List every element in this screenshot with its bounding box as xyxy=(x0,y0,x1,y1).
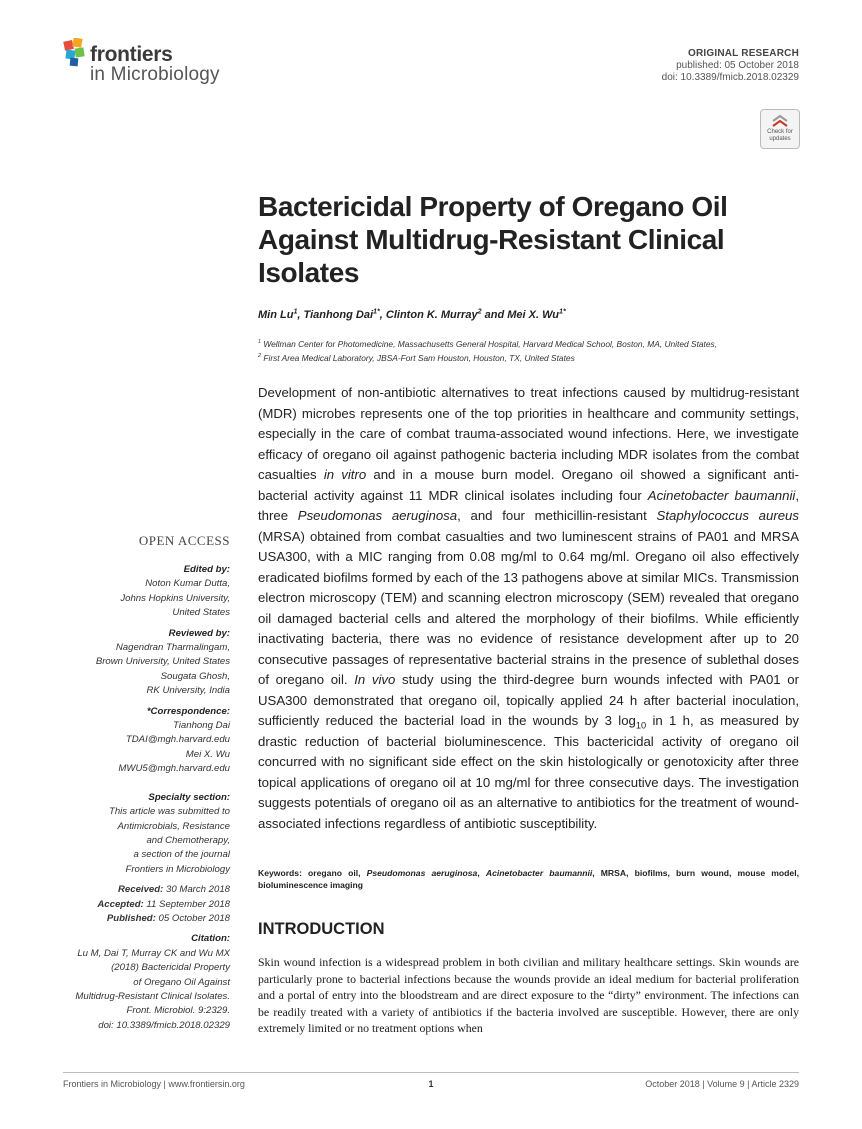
article-doi[interactable]: doi: 10.3389/fmicb.2018.02329 xyxy=(661,72,799,83)
email-link[interactable]: TDAI@mgh.harvard.edu xyxy=(125,734,230,746)
author-name[interactable]: Min Lu xyxy=(258,309,294,321)
introduction-text: Skin wound infection is a widespread problem in both civilian and military healthcare settings. Skin wounds are particularly prone to bacterial infections because the wounds provide an ideal medium for bacterial proliferation and a portal of entry into the bloodstream and are direct exposure to the “dirty” environment. The infections can be readily treated with a variety of antibiotics if the bacteria involved are susceptible. However, there are only extremely limited or no treatment options when xyxy=(258,955,799,1036)
author-name[interactable]: Tianhong Dai xyxy=(303,309,374,321)
article-info-sidebar: Edited by: Noton Kumar Dutta, Johns Hopkins University, United States Reviewed by: Nagendran Tharmalingam, Brown University, United States Sougata Ghosh, RK University, India *Correspondence: Tianhong Dai TDAI@mgh.harvard.edu Mei X. Wu MWU5@mgh.harvard.edu Specialty section: This article was submitted to Antimicrobials, Resistance and Chemotherapy, a section of the journal Frontiers in Microbiology Received: 30 March 2018 Accepted: 11 September 2018 Published: 05 October 2018 Citation: Lu M, Dai T, Murray CK and Wu MX (2018) Bactericidal Property of Oregano Oil Against Multidrug-Resistant Clinical Isolates. Front. Microbiol. 9:2329. doi: 10.3389/fmicb.2018.02329 xyxy=(40,563,230,1033)
published-date: published: 05 October 2018 xyxy=(676,60,799,71)
author-name[interactable]: Mei X. Wu xyxy=(507,309,559,321)
received-date: Received: 30 March 2018 xyxy=(118,884,230,896)
article-type: ORIGINAL RESEARCH xyxy=(687,48,799,59)
correspondence-heading: *Correspondence: xyxy=(146,705,230,717)
article-meta xyxy=(662,48,799,84)
footer-volume: October 2018 | Volume 9 | Article 2329 xyxy=(645,1079,799,1089)
introduction-heading: INTRODUCTION xyxy=(258,920,385,938)
page-number: 1 xyxy=(428,1079,434,1089)
check-for-updates-button[interactable] xyxy=(760,109,800,149)
published-date-sidebar: Published: 05 October 2018 xyxy=(106,912,230,924)
logo-brand-text: frontiers xyxy=(90,43,173,66)
email-link[interactable]: MWU5@mgh.harvard.edu xyxy=(118,763,230,775)
abstract: Development of non-antibiotic alternatives to treat infections caused by multidrug-resistant (MDR) microbes represents one of the top priorities in healthcare and community settings, especially in the care of combat trauma-associated wound infections. Here, we investigate efficacy of oregano oil against pathogenic bacteria including MDR isolates from the combat casualties in vitro and in a mouse burn model. Oregano oil showed a significant anti-bacterial activity against 11 MDR clinical isolates including four Acinetobacter baumannii, three Pseudomonas aeruginosa, and four methicillin-resistant Staphylococcus aureus (MRSA) obtained from combat casualties and two luminescent strains of PA01 and MRSA USA300, with a MIC ranging from 0.08 mg/ml to 0.64 mg/ml. Oregano oil also effectively eradicated biofilms formed by each of the 13 pathogens above at similar MICs. Transmission electron microscopy (TEM) and scanning electron microscopy (SEM) revealed that oregano oil damaged bacterial cells and altered the morphology of their biofilms. While efficiently inactivating bacteria, there was no evidence of resistance development after up to 20 consecutive passages of representative bacterial strains in the presence of sublethal doses of oregano oil. In vivo study using the third-degree burn wounds infected with PA01 or USA300 demonstrated that oregano oil, topically applied 24 h after bacterial inoculation, sufficiently reduced the bacterial load in the wounds by 3 $\log_{10}$ in 1 h, as measured by drastic reduction of bacterial bioluminescence. This bactericidal activity of oregano oil concurred with no significant side effect on the skin histologically or genotoxicity after three topical applications of oregano oil at 10 mg/ml for three consecutive days. The investigation suggests potentials of oregano oil as an alternative to antibiotics for the treatment of wound-associated infections regardless of antibiotic susceptibility. xyxy=(258,385,800,831)
citation-doi[interactable]: doi: 10.3389/fmicb.2018.02329 xyxy=(98,1019,230,1031)
author-name[interactable]: Clinton K. Murray xyxy=(385,309,478,321)
logo-journal-text: in Microbiology xyxy=(90,64,220,85)
open-access-label: OPEN ACCESS xyxy=(138,533,230,548)
specialty-heading: Specialty section: xyxy=(148,791,230,803)
frontiers-logo-icon xyxy=(63,38,89,68)
crossmark-icon xyxy=(771,114,789,128)
affiliations xyxy=(258,337,818,365)
affiliation-item: $^1$ Wellman Center for Photomedicine, Massachusetts General Hospital, Harvard Medical School, Boston, MA, United States, xyxy=(258,339,718,349)
footer-journal[interactable]: Frontiers in Microbiology | www.frontiersin.org xyxy=(63,1079,245,1089)
article-title: Bactericidal Property of Oregano Oil Against Multidrug-Resistant Clinical Isolates xyxy=(258,191,728,288)
author-list: Min Lu$^1$, Tianhong Dai$^{1*}$, Clinton K. Murray$^2$ and Mei X. $Wu^{1*}$ xyxy=(258,307,566,321)
reviewed-by-heading: Reviewed by: xyxy=(168,627,230,639)
footer-divider xyxy=(63,1072,799,1073)
citation-heading: Citation: xyxy=(191,933,230,945)
accepted-date: Accepted: 11 September 2018 xyxy=(97,898,230,910)
affiliation-item: $^2$ First Area Medical Laboratory, JBSA-Fort Sam Houston, Houston, TX, United States xyxy=(258,353,575,363)
journal-logo xyxy=(63,38,263,88)
keywords: Keywords: oregano oil, Pseudomonas aeruginosa, Acinetobacter baumannii, MRSA, biofilms, burn wound, mouse model, bioluminescence imaging xyxy=(258,868,799,890)
edited-by-heading: Edited by: xyxy=(183,564,230,575)
crossmark-label: Check for updates xyxy=(767,129,793,142)
